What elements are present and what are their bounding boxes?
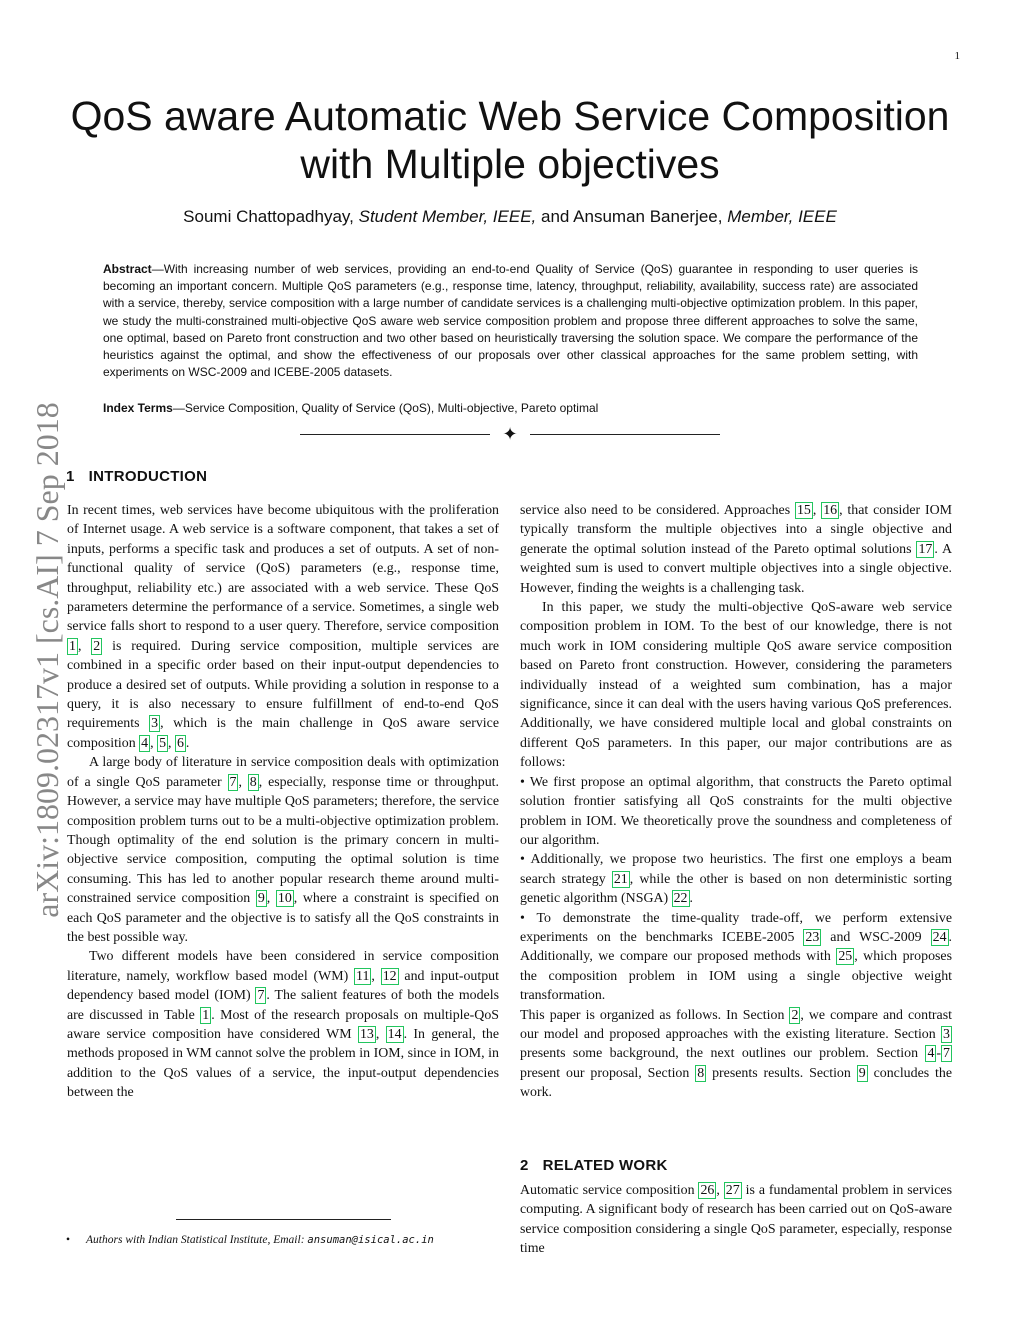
section-heading-related-work: 2 RELATED WORK <box>520 1157 668 1174</box>
citation-link[interactable]: 2 <box>93 638 101 654</box>
index-terms-text: —Service Composition, Quality of Service (QoS), Multi-objective, Pareto optimal <box>172 401 599 415</box>
index-terms-label: Index Terms <box>103 401 173 415</box>
author-1: Soumi Chattopadhyay, <box>183 207 354 226</box>
intro-paragraph-3: Two different models have been considered in service composition literature, namely, workflow based model (WM) 11 , 12 and input-output dependency based model (IOM) 7 . The salient features of both the models are discussed in Table 1 . Most of the research proposals on multiple-QoS aware service composition have considered WM 13 , 14 . In general, the methods proposed in WM cannot solve the problem in IOM, since in IOM, in addition to the QoS values of a service, the input-output dependencies between the <box>67 949 500 1101</box>
citation-link[interactable]: 9 <box>257 891 265 907</box>
abstract-text: —With increasing number of web services, providing an end-to-end Quality of Service (QoS) guarantee in responding to user queries is becoming an important concern. Multiple QoS parameters (e.g., response time, latency, throughput, reliability, availability, success rate) are associated with a service, thereby, service composition with a large number of candidate services is a challenging multi-objective optimization problem. In this paper, we study the multi-constrained multi-objective QoS aware web service composition problem and propose three different approaches to solve the same, one optimal, based on Pareto front construction and two other based on heuristically traversing the solution space. We compare the performance of the heuristics against the optimal, and show the effectiveness of our proposals over other classical approaches for the same problem setting, with experiments on WSC-2009 and ICEBE-2005 datasets. <box>103 262 918 380</box>
paper-title: QoS aware Automatic Web Service Composition with Multiple objectives <box>70 93 950 187</box>
intro-paragraph-1: In recent times, web services have become ubiquitous with the proliferation of Internet usage. A web service is a software component, that takes a set of inputs, performs a specific task and produces a set of outputs. A set of non-functional quality of service (QoS) parameters (e.g., response time, throughput, reliability etc.) are associated with a web service. These QoS parameters determine the performance of a service. Sometimes, a single web service falls short to respond to a user query. Therefore, service composition 1 , 2 is required. During service composition, multiple services are combined in a specific order based on their input-output dependencies to produce a desired set of outputs. While providing a solution in response to a query, it is also necessary to ensure fulfillment of end-to-end QoS requirements 3 , which is the main challenge in QoS aware service composition 4 , 5 , 6 . <box>67 503 499 751</box>
citation-link[interactable]: 12 <box>382 968 397 984</box>
citation-link[interactable]: 16 <box>823 503 838 518</box>
separator-line-right <box>530 434 720 435</box>
citation-link[interactable]: 1 <box>69 638 76 654</box>
citation-link[interactable]: 15 <box>796 503 811 518</box>
section-reference-link[interactable]: 4 <box>927 1046 935 1062</box>
citation-link[interactable]: 6 <box>176 735 184 751</box>
citation-link[interactable]: 3 <box>151 716 159 732</box>
citation-link[interactable]: 7 <box>257 988 265 1004</box>
citation-link[interactable]: 14 <box>387 1026 402 1042</box>
section-separator <box>300 423 720 447</box>
citation-link[interactable]: 5 <box>159 735 167 751</box>
contribution-item: • We first propose an optimal algorithm, that constructs the Pareto optimal solution frontier satisfying all QoS constraints for the multi objective problem in IOM. We theoretically prove the soundness and completeness of our algorithm. <box>520 774 952 848</box>
related-work-column <box>520 1181 952 1259</box>
author-1-role: Student Member, IEEE, <box>358 207 537 226</box>
footnote-rule <box>176 1219 391 1220</box>
citation-link[interactable]: 27 <box>725 1183 740 1198</box>
citation-link[interactable]: 26 <box>700 1183 715 1198</box>
citation-link[interactable]: 7 <box>229 774 237 790</box>
citation-link[interactable]: 22 <box>673 891 688 907</box>
index-terms <box>103 401 918 415</box>
author-2-role: Member, IEEE <box>727 207 837 226</box>
footnote-bullet-icon: • <box>66 1234 71 1246</box>
related-work-paragraph-1: Automatic service composition 26 , 27 is a fundamental problem in services computing. A significant body of research has been carried out on QoS-aware service composition considering a single QoS parameter, especially, response time <box>520 1183 952 1257</box>
contribution-item: • Additionally, we propose two heuristics. The first one employs a beam search strategy 21 , while the other is based on non deterministic sorting genetic algorithm (NSGA) 22 . <box>520 852 952 907</box>
citation-link[interactable]: 17 <box>918 541 933 557</box>
bullet-icon: • <box>520 852 525 868</box>
right-column <box>520 501 952 1103</box>
page-number: 1 <box>954 50 960 62</box>
section-reference-link[interactable]: 9 <box>858 1065 866 1081</box>
citation-link[interactable]: 21 <box>613 871 628 887</box>
citation-link[interactable]: 24 <box>932 929 947 945</box>
citation-link[interactable]: 4 <box>141 735 149 751</box>
section-reference-link[interactable]: 3 <box>943 1026 950 1042</box>
author-2: and Ansuman Banerjee, <box>541 207 723 226</box>
intro-paragraph-2: A large body of literature in service composition deals with optimization of a single QoS parameter 7 , 8 , especially, response time or throughput. However, a service may have multiple QoS parameters; therefore, the service composition problem turns out to be a multi-objective optimization problem. Though optimality of the end solution is the primary concern in multi-objective service composition, computing the optimal solution is time consuming. This has led to another popular research theme around multi-constrained service composition 9 , 10 , where a constraint is specified on each QoS parameter and the objective is to satisfy all the QoS constraints in the best possible way. <box>67 755 499 945</box>
author-email: ansuman@isical.ac.in <box>307 1234 434 1246</box>
section-reference-link[interactable]: 2 <box>791 1007 799 1023</box>
intro-paragraph-4: service also need to be considered. Approaches 15 , 16 , that consider IOM typically transform the multiple objectives into a single objective and generate the optimal solution instead of the Pareto optimal solutions 17 . A weighted sum is used to convert multiple objectives into a single objective. However, finding the weights is a challenging task. <box>520 503 952 596</box>
citation-link[interactable]: 10 <box>277 891 292 907</box>
citation-link[interactable]: 8 <box>249 774 257 790</box>
citation-link[interactable]: 11 <box>356 968 370 984</box>
citation-link[interactable]: 25 <box>838 949 853 965</box>
bullet-icon: • <box>520 774 525 790</box>
citation-link[interactable]: 13 <box>359 1026 374 1042</box>
footnote: • Authors with Indian Statistical Institute, Email: ansuman@isical.ac.in <box>66 1234 434 1246</box>
section-reference-link[interactable]: 7 <box>943 1046 950 1062</box>
author-line <box>60 207 960 227</box>
table-reference-link[interactable]: 1 <box>202 1007 210 1023</box>
section-heading-introduction: 1 INTRODUCTION <box>66 468 208 485</box>
arxiv-identifier: arXiv:1809.02317v1 [cs.AI] 7 Sep 2018 <box>29 402 65 918</box>
bullet-icon: • <box>520 910 525 926</box>
contribution-item: • To demonstrate the time-quality trade-off, we perform extensive experiments on the benchmarks ICEBE-2005 23 and WSC-2009 24 . Additionally, we compare our proposed methods with 25 , which proposes the composition problem in IOM using a single objective weight transformation. <box>520 910 952 1004</box>
section-reference-link[interactable]: 8 <box>697 1065 705 1081</box>
abstract-label: Abstract <box>103 262 152 276</box>
abstract <box>103 261 918 381</box>
organization-paragraph: This paper is organized as follows. In Section 2 , we compare and contrast our model and proposed approaches with the existing literature. Section 3 presents some background, the next outlines our problem. Section 4 - 7 present our proposal, Section 8 presents results. Section 9 concludes the work. <box>520 1007 953 1101</box>
left-column <box>67 501 499 1103</box>
citation-link[interactable]: 23 <box>805 929 820 945</box>
separator-star-icon: ✦ <box>502 424 518 445</box>
intro-paragraph-5: In this paper, we study the multi-objective QoS-aware web service composition problem in IOM. To the best of our knowledge, there is not much work in IOM considering multiple QoS aware service composition based on Pareto front construction. However, considering the parameters individually instead of a weighted sum combination, has a major significance, since it can deal with the users having various QoS preferences. Additionally, we have considered multiple local and global constraints on different QoS parameters. In this paper, our major contributions are as follows: <box>520 600 952 771</box>
